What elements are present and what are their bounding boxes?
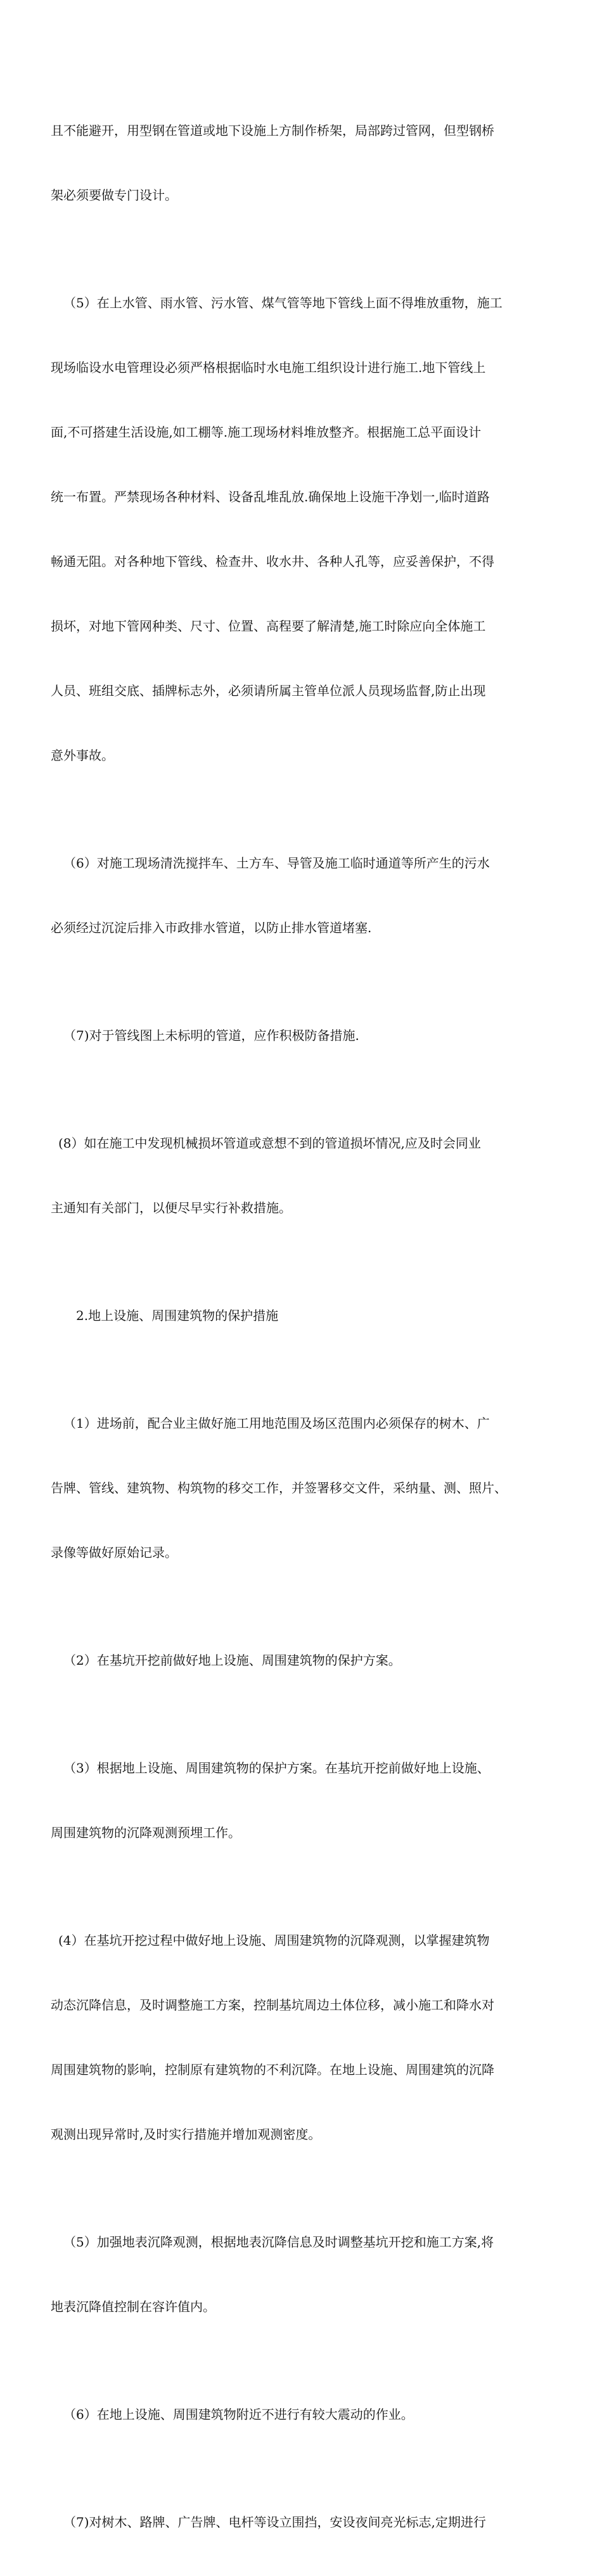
- text-line: 动态沉降信息，及时调整施工方案，控制基坑周边土体位移，减小施工和降水对: [51, 1997, 494, 2013]
- text-line: （7)对树木、路牌、广告牌、电杆等设立围挡，安设夜间亮光标志,定期进行: [63, 2515, 486, 2530]
- text-line: 必须经过沉淀后排入市政排水管道，以防止排水管道堵塞.: [51, 920, 372, 935]
- section-heading-text: 2.地上设施、周围建筑物的保护措施: [76, 1308, 279, 1323]
- paragraph-item-3-settlement-prep: [51, 1714, 558, 1887]
- paragraph-item-7-unmarked-pipes: [51, 982, 558, 1089]
- text-line: （3）根据地上设施、周围建筑物的保护方案。在基坑开挖前做好地上设施、: [63, 1760, 490, 1776]
- text-line: 畅通无阻。对各种地下管线、检查井、收水井、各种人孔等，应妥善保护，不得: [51, 554, 494, 569]
- text-line: 统一布置。严禁现场各种材料、设备乱堆乱放.确保地上设施干净划一,临时道路: [51, 489, 490, 504]
- text-line: 告牌、管线、建筑物、构筑物的移交工作，并签署移交文件，采纳量、测、照片、: [51, 1480, 507, 1496]
- text-line: 现场临设水电管理设必须严格根据临时水电施工组织设计进行施工.地下管线上: [51, 360, 486, 375]
- paragraph-item-4-settlement-observation: [51, 1887, 558, 2188]
- text-line: 损坏，对地下管网种类、尺寸、位置、高程要了解清楚,施工时除应向全体施工: [51, 618, 486, 634]
- paragraph-item-8-damage: [51, 1089, 558, 1262]
- text-line: 意外事故。: [51, 748, 114, 763]
- text-line: （6）对施工现场清洗搅拌车、土方车、导管及施工临时通道等所产生的污水: [63, 855, 490, 871]
- text-line: (4）在基坑开挖过程中做好地上设施、周围建筑物的沉降观测，以掌握建筑物: [58, 1933, 490, 1948]
- paragraph-item-5-surface-settlement: [51, 2188, 558, 2361]
- text-line: 主通知有关部门，以便尽早实行补救措施。: [51, 1200, 291, 1215]
- text-line: （5）在上水管、雨水管、污水管、煤气管等地下管线上面不得堆放重物，施工: [63, 295, 503, 311]
- text-line: （2）在基坑开挖前做好地上设施、周围建筑物的保护方案。: [63, 1653, 401, 1668]
- paragraph-item-1-handover: [51, 1369, 558, 1606]
- text-line: （5）加强地表沉降观测，根据地表沉降信息及时调整基坑开挖和施工方案,将: [63, 2234, 494, 2250]
- paragraph-item-6-wastewater: [51, 809, 558, 982]
- paragraph-item-7-barriers: [51, 2468, 558, 2576]
- text-line: （7)对于管线图上未标明的管道，应作积极防备措施.: [63, 1028, 359, 1043]
- text-line: （1）进场前，配合业主做好施工用地范围及场区范围内必须保存的树木、广: [63, 1416, 490, 1431]
- paragraph-bridge-frame: [51, 77, 558, 249]
- text-line: 人员、班组交底、插牌标志外，必须请所属主管单位派人员现场监督,防止出现: [51, 683, 486, 698]
- text-line: 且不能避开，用型钢在管道或地下设施上方制作桥架，局部跨过管网，但型钢桥: [51, 123, 494, 138]
- text-line: 周围建筑物的沉降观测预埋工作。: [51, 1825, 241, 1840]
- paragraph-item-5-pipelines: [51, 249, 558, 809]
- paragraph-item-6-vibration: [51, 2361, 558, 2468]
- text-line: 架必须要做专门设计。: [51, 188, 177, 203]
- paragraph-item-2-protection-plan: [51, 1606, 558, 1714]
- text-line: （6）在地上设施、周围建筑物附近不进行有较大震动的作业。: [63, 2407, 414, 2422]
- text-line: (8）如在施工中发现机械损坏管道或意想不到的管道损坏情况,应及时会同业: [58, 1136, 481, 1151]
- text-line: 面,不可搭建生活设施,如工棚等.施工现场材料堆放整齐。根据施工总平面设计: [51, 425, 482, 440]
- text-line: 观测出现异常时,及时实行措施并增加观测密度。: [51, 2127, 321, 2142]
- text-line: 周围建筑物的影响，控制原有建筑物的不利沉降。在地上设施、周围建筑的沉降: [51, 2062, 494, 2077]
- text-line: 地表沉降值控制在容许值内。: [51, 2299, 215, 2314]
- document-body: [51, 77, 558, 2576]
- text-line: 录像等做好原始记录。: [51, 1545, 177, 1560]
- section-heading: [51, 1262, 558, 1369]
